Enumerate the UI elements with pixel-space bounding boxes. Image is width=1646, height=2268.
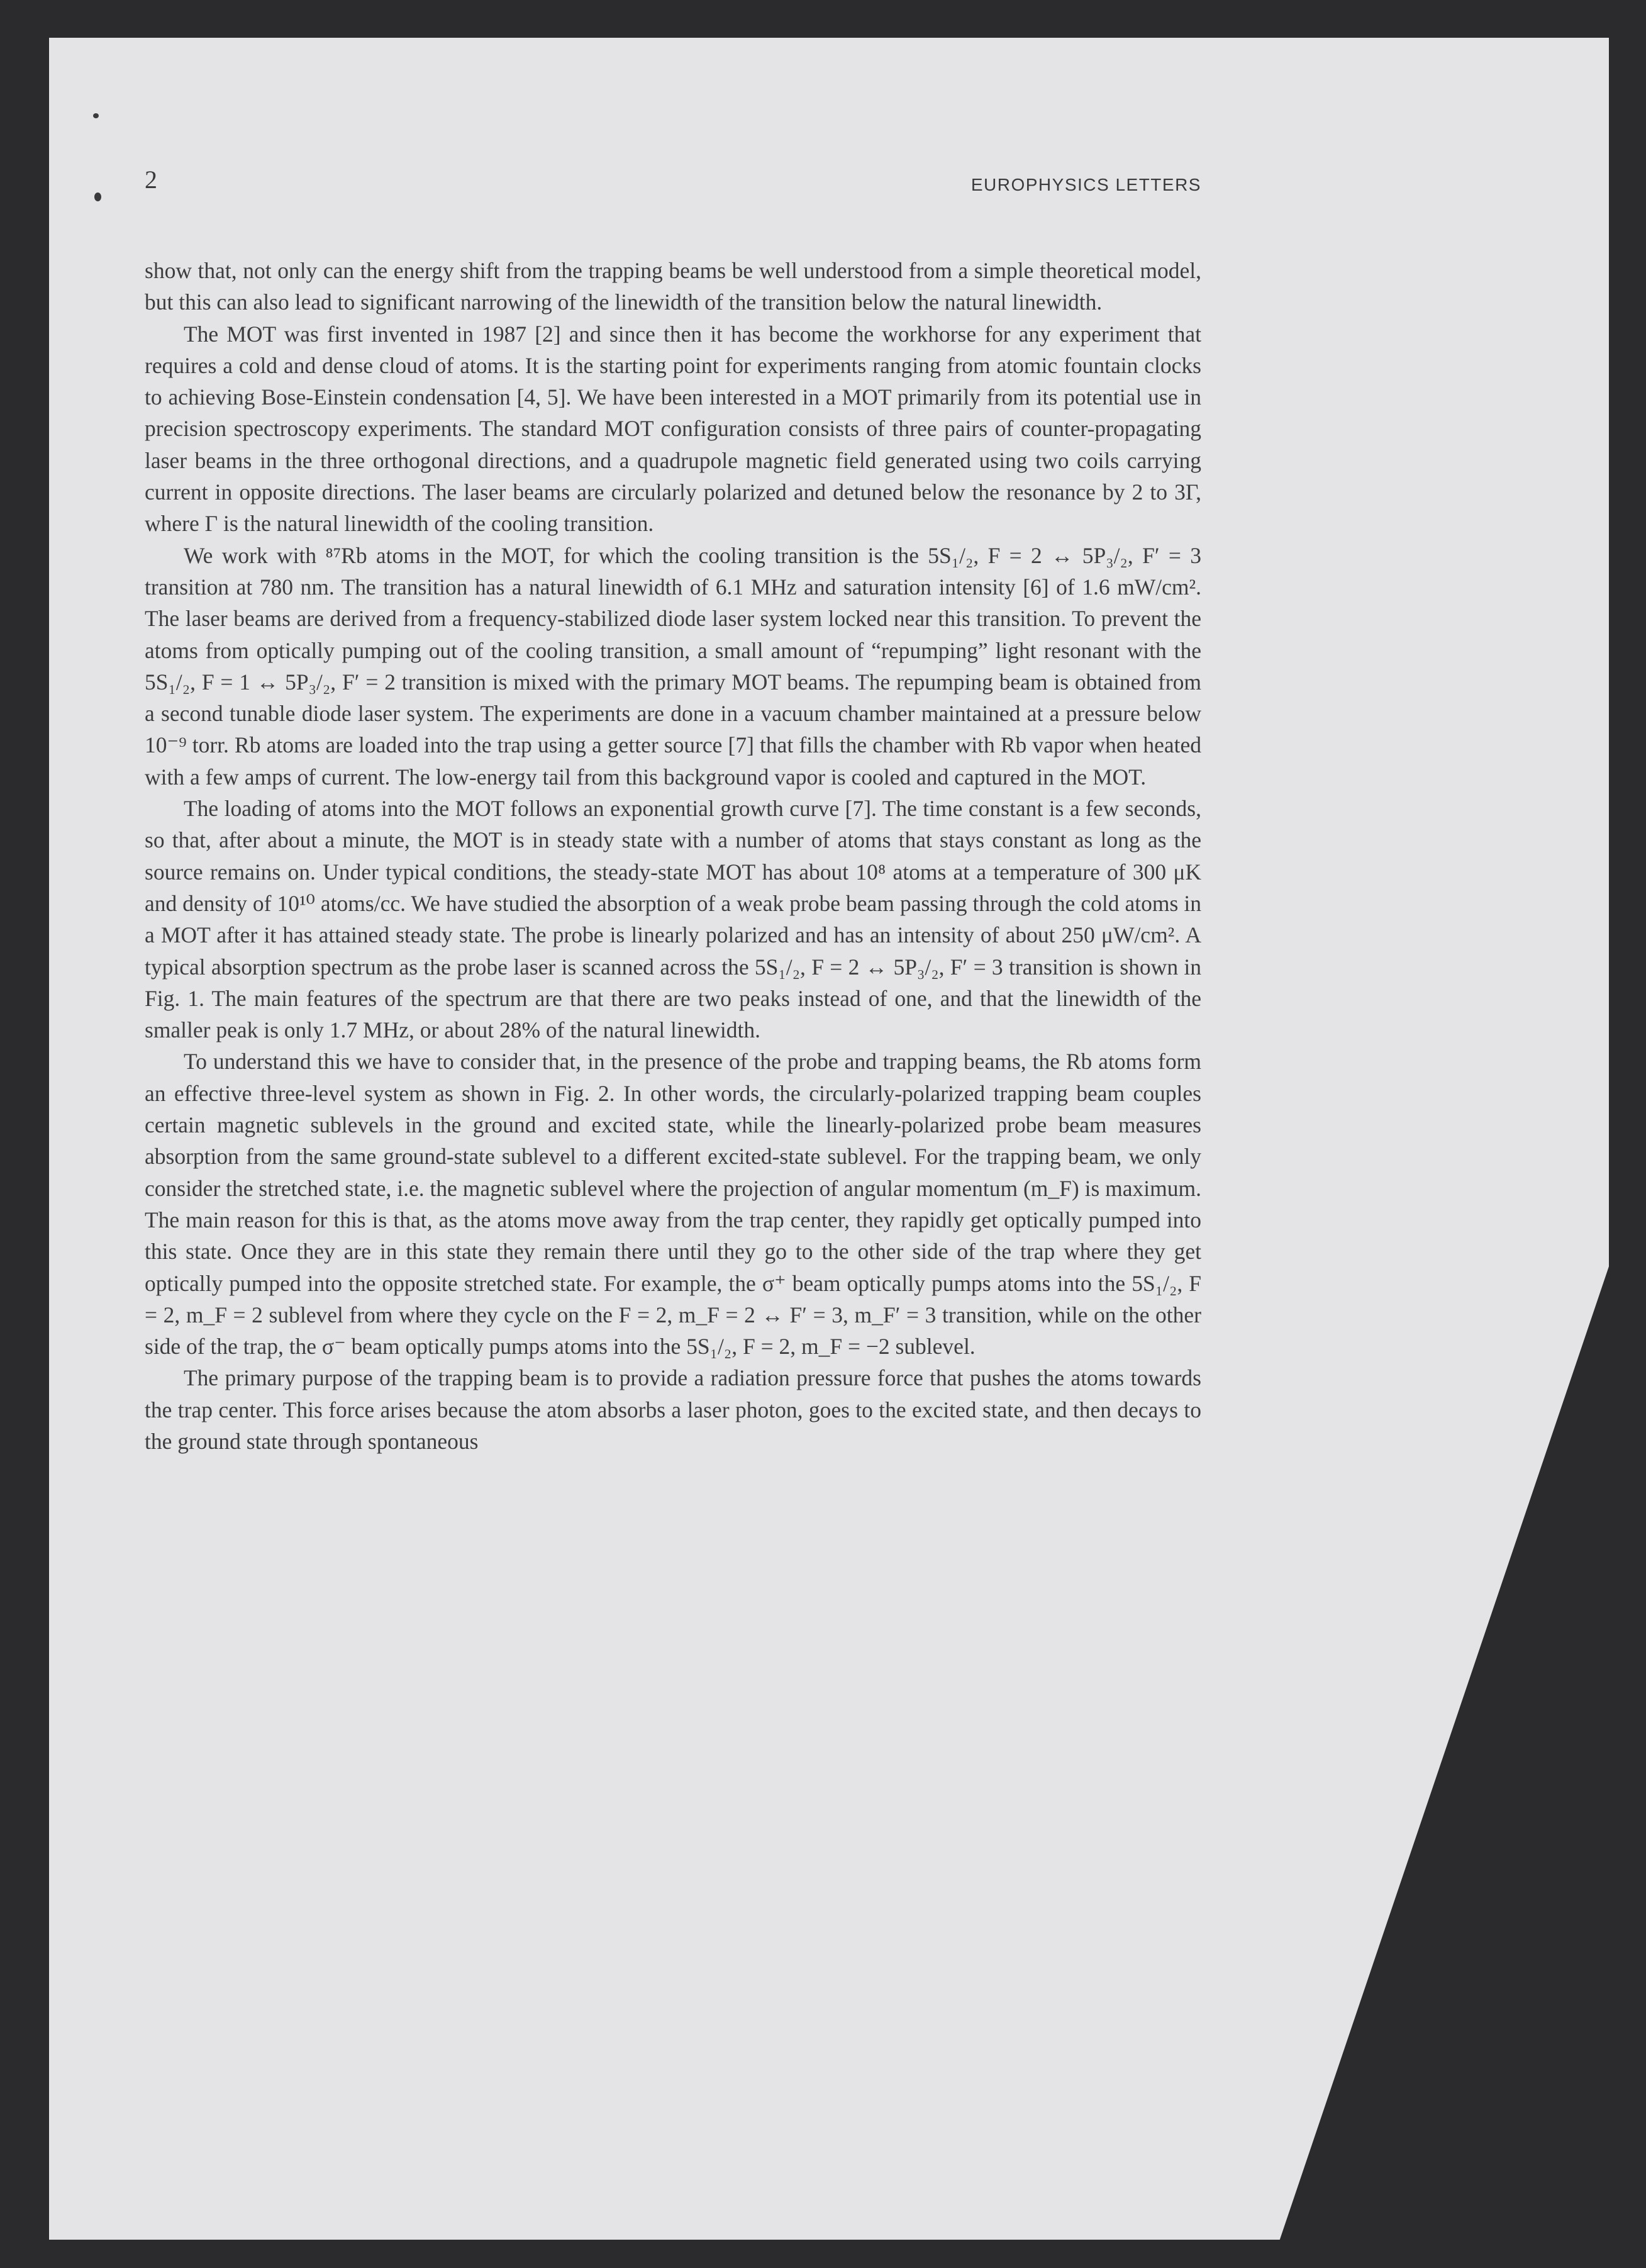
paragraph: We work with ⁸⁷Rb atoms in the MOT, for which the cooling transition is the 5S₁/₂, F = 2 ↔ 5P₃/₂, F′ = 3 transition at 780 nm. The transition has a natural linewidth of 6.1 MHz and saturation intensity [6] of 1.6 mW/cm². The laser beams are derived from a frequency-stabilized diode laser system locked near this transition. To prevent the atoms from optically pumping out of the cooling transition, a small amount of “repumping” light resonant with the 5S₁/₂, F = 1 ↔ 5P₃/₂, F′ = 2 transition is mixed with the primary MOT beams. The repumping beam is obtained from a second tunable diode laser system. The experiments are done in a vacuum chamber maintained at a pressure below 10⁻⁹ torr. Rb atoms are loaded into the trap using a getter source [7] that fills the chamber with Rb vapor when heated with a few amps of current. The low-energy tail from this background vapor is cooled and captured in the MOT. [145, 542, 1201, 790]
paragraph: The MOT was first invented in 1987 [2] and since then it has become the workhorse for any experiment that requires a cold and dense cloud of atoms. It is the starting point for experiments ranging from atomic fountain clocks to achieving Bose-Einstein condensation [4, 5]. We have been interested in a MOT primarily from its potential use in precision spectroscopy experiments. The standard MOT configuration consists of three pairs of counter-propagating laser beams in the three orthogonal directions, and a quadrupole magnetic field generated using two coils carrying current in opposite directions. The laser beams are circularly polarized and detuned below the resonance by 2 to 3Γ, where Γ is the natural linewidth of the cooling transition. [145, 321, 1201, 537]
running-head: EUROPHYSICS LETTERS [970, 175, 1201, 194]
page-number: 2 [145, 165, 157, 194]
punch-hole-mark [93, 113, 99, 118]
article-body [145, 255, 1201, 1457]
paragraph: The primary purpose of the trapping beam is to provide a radiation pressure force that pushes the atoms towards the trap center. This force arises because the atom absorbs a laser photon, goes to the excited state, and then decays to the ground state through spontaneous [145, 1365, 1201, 1454]
paragraph: The loading of atoms into the MOT follows an exponential growth curve [7]. The time constant is a few seconds, so that, after about a minute, the MOT is in steady state with a number of atoms that stays constant as long as the source remains on. Under typical conditions, the steady-state MOT has about 10⁸ atoms at a temperature of 300 μK and density of 10¹⁰ atoms/cc. We have studied the absorption of a weak probe beam passing through the cold atoms in a MOT after it has attained steady state. The probe is linearly polarized and has an intensity of about 250 μW/cm². A typical absorption spectrum as the probe laser is scanned across the 5S₁/₂, F = 2 ↔ 5P₃/₂, F′ = 3 transition is shown in Fig. 1. The main features of the spectrum are that there are two peaks instead of one, and that the linewidth of the smaller peak is only 1.7 MHz, or about 28% of the natural linewidth. [145, 796, 1201, 1043]
page-header [145, 165, 1201, 203]
punch-hole-mark [94, 193, 101, 201]
paragraph: show that, not only can the energy shift from the trapping beams be well understood from a simple theoretical model, but this can also lead to significant narrowing of the linewidth of the transition below the natural linewidth. [145, 258, 1201, 315]
paragraph: To understand this we have to consider that, in the presence of the probe and trapping beams, the Rb atoms form an effective three-level system as shown in Fig. 2. In other words, the circularly-polarized trapping beam couples certain magnetic sublevels in the ground and excited state, while the linearly-polarized probe beam measures absorption from the same ground-state sublevel to a different excited-state sublevel. For the trapping beam, we only consider the stretched state, i.e. the magnetic sublevel where the projection of angular momentum (m_F) is maximum. The main reason for this is that, as the atoms move away from the trap center, they rapidly get optically pumped into this state. Once they are in this state they remain there until they go to the other side of the trap where they get optically pumped into the opposite stretched state. For example, the σ⁺ beam optically pumps atoms into the 5S₁/₂, F = 2, m_F = 2 sublevel from where they cycle on the F = 2, m_F = 2 ↔ F′ = 3, m_F′ = 3 transition, while on the other side of the trap, the σ⁻ beam optically pumps atoms into the 5S₁/₂, F = 2, m_F = −2 sublevel. [145, 1049, 1201, 1360]
